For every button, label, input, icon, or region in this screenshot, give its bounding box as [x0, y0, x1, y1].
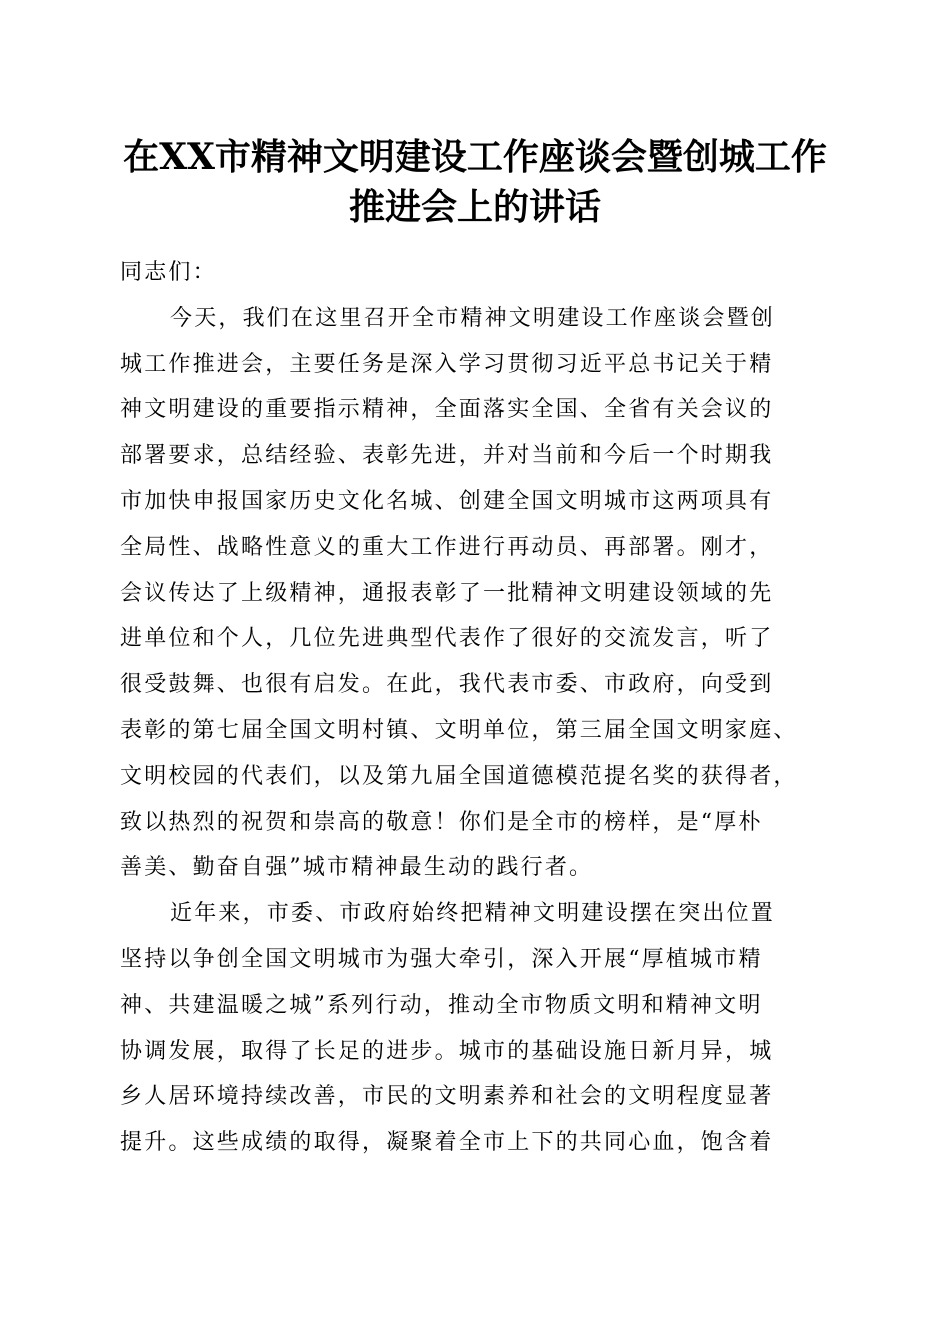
paragraph-1-line-3: 神文明建设的重要指示精神，全面落实全国、全省有关会议的: [120, 397, 774, 423]
paragraph-1-line-5: 市加快申报国家历史文化名城、创建全国文明城市这两项具有: [120, 488, 774, 514]
document-title-line-1: 在XX市精神文明建设工作座谈会暨创城工作: [123, 136, 827, 178]
paragraph-1-line-2: 城工作推进会，主要任务是深入学习贯彻习近平总书记关于精: [120, 351, 774, 377]
paragraph-2: [120, 891, 835, 1166]
paragraph-2-line-3: 神、共建温暖之城”系列行动，推动全市物质文明和精神文明: [120, 992, 763, 1018]
paragraph-1-line-9: 很受鼓舞、也很有启发。在此，我代表市委、市政府，向受到: [120, 672, 774, 698]
paragraph-1-line-8: 进单位和个人，几位先进典型代表作了很好的交流发言，听了: [120, 626, 774, 652]
paragraph-1-line-4: 部署要求，总结经验、表彰先进，并对当前和今后一个时期我: [120, 443, 774, 469]
paragraph-1-line-1: 今天，我们在这里召开全市精神文明建设工作座谈会暨创: [170, 305, 776, 331]
paragraph-2-line-5: 乡人居环境持续改善，市民的文明素养和社会的文明程度显著: [120, 1084, 774, 1110]
paragraph-2-line-2: 坚持以争创全国文明城市为强大牵引，深入开展“厚植城市精: [120, 946, 763, 972]
salutation: 同志们：: [120, 260, 217, 285]
document-title-line-2: 推进会上的讲话: [348, 186, 601, 228]
paragraph-1-line-7: 会议传达了上级精神，通报表彰了一批精神文明建设领域的先: [120, 580, 774, 606]
paragraph-2-line-1: 近年来，市委、市政府始终把精神文明建设摆在突出位置: [170, 901, 776, 927]
document-title: [100, 132, 850, 232]
document-body: [120, 250, 835, 1166]
paragraph-2-line-4: 协调发展，取得了长足的进步。城市的基础设施日新月异，城: [120, 1038, 774, 1064]
paragraph-1: [120, 296, 835, 891]
paragraph-1-line-6: 全局性、战略性意义的重大工作进行再动员、再部署。刚才，: [120, 534, 774, 560]
paragraph-1-line-11: 文明校园的代表们，以及第九届全国道德模范提名奖的获得者，: [120, 763, 798, 789]
paragraph-1-line-12: 致以热烈的祝贺和崇高的敬意！你们是全市的榜样，是“厚朴: [120, 809, 763, 835]
paragraph-1-line-13: 善美、勤奋自强”城市精神最生动的践行者。: [120, 855, 594, 881]
paragraph-2-line-6: 提升。这些成绩的取得，凝聚着全市上下的共同心血，饱含着: [120, 1130, 774, 1156]
paragraph-1-line-10: 表彰的第七届全国文明村镇、文明单位，第三届全国文明家庭、: [120, 717, 798, 743]
